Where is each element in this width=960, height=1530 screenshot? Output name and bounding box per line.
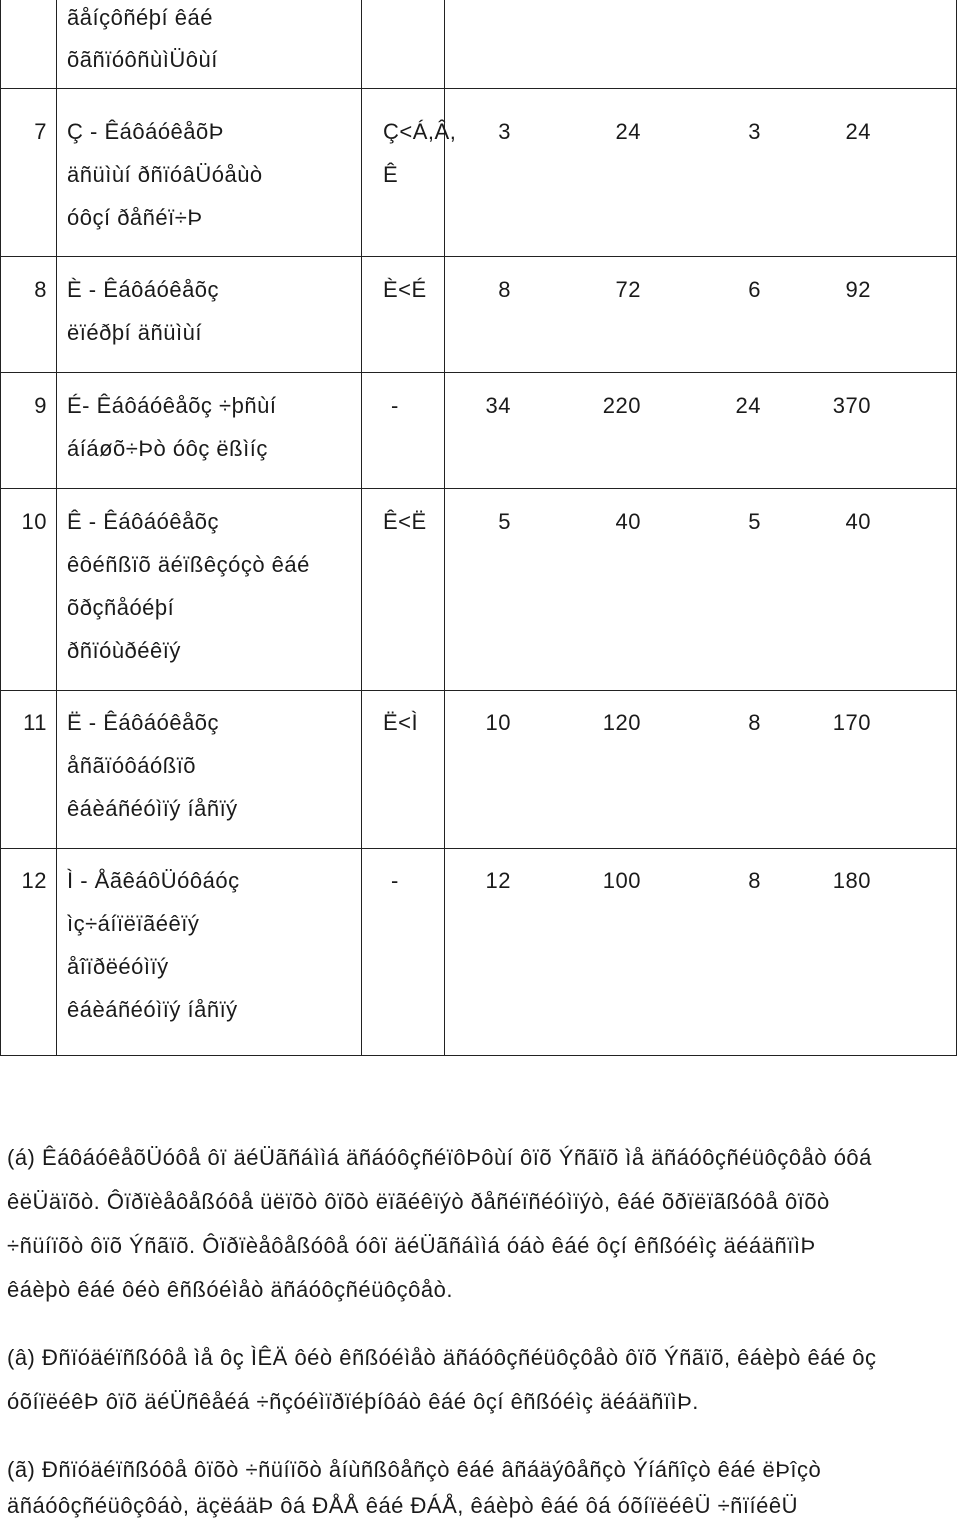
value-col2: 72 xyxy=(615,277,641,302)
row-number: 11 xyxy=(23,710,47,735)
value-col4: 40 xyxy=(845,509,871,534)
value-col3: 6 xyxy=(748,277,761,302)
paragraph-line xyxy=(7,1336,953,1380)
row-divider xyxy=(1,256,957,257)
activity-code: Ê<Ë xyxy=(383,509,427,534)
value-col3: 5 xyxy=(748,509,761,534)
activity-description-line: êáèáñéóìïý íåñïý xyxy=(67,796,238,821)
activity-description-line: õðçñåóéþí xyxy=(67,595,175,620)
activity-description-line: óôçí ðåñéï÷Þ xyxy=(67,205,203,230)
paragraph-text: Ðñïóäéïñßóôå ìå ôç ÌÊÄ ôéò êñßóéìåò äñáóôçñéüôçôåò ôïõ Ýñãïõ, êáèþò êáé ôç xyxy=(42,1345,877,1370)
value-col1: 10 xyxy=(485,710,511,735)
activity-description-line: êáèáñéóìïý íåñïý xyxy=(67,997,238,1022)
column-divider xyxy=(444,0,445,1056)
activity-description-line: Ç - ÊáôáóêåõÞ xyxy=(67,119,224,144)
value-col1: 34 xyxy=(485,393,511,418)
activity-description-line: äñüìùí ðñïóâÜóåùò xyxy=(67,162,263,187)
value-col3: 8 xyxy=(748,868,761,893)
column-divider xyxy=(56,0,57,1056)
activity-description-line: ðñïóùðéêïý xyxy=(67,638,181,663)
value-col2: 100 xyxy=(602,868,641,893)
value-col4: 92 xyxy=(845,277,871,302)
value-col2: 120 xyxy=(602,710,641,735)
paragraph-label: (â) xyxy=(7,1345,36,1370)
value-col3: 8 xyxy=(748,710,761,735)
activity-description-line: åñãïóôáóßïõ xyxy=(67,753,197,778)
value-col4: 370 xyxy=(832,393,871,418)
value-col3: 24 xyxy=(735,393,761,418)
continued-description-line: ãåíçôñéþí êáé xyxy=(67,5,213,30)
paragraph-line xyxy=(7,1136,953,1180)
paragraph-label: (ã) xyxy=(7,1457,36,1482)
activity-code: È<É xyxy=(383,277,427,302)
row-divider xyxy=(1,690,957,691)
value-col4: 180 xyxy=(832,868,871,893)
value-col2: 40 xyxy=(615,509,641,534)
activity-description-line: ìç÷áíïëïãéêïý xyxy=(67,911,200,936)
value-col4: 170 xyxy=(832,710,871,735)
activity-code: - xyxy=(391,868,399,893)
activity-description-line: åîïðëéóìïý xyxy=(67,954,169,979)
paragraph-text: ÊáôáóêåõÜóôå ôï äéÜãñáììá äñáóôçñéïôÞôùí ôïõ Ýñãïõ ìå äñáóôçñéüôçôåò óôá xyxy=(42,1145,872,1170)
activity-description-line: áíáøõ÷Þò óôç ëßìíç xyxy=(67,436,268,461)
row-number: 9 xyxy=(34,393,47,418)
row-number: 7 xyxy=(34,119,47,144)
paragraph-label: (á) xyxy=(7,1145,36,1170)
value-col2: 220 xyxy=(602,393,641,418)
value-col1: 8 xyxy=(498,277,511,302)
row-number: 12 xyxy=(21,868,47,893)
value-col2: 24 xyxy=(615,119,641,144)
row-divider xyxy=(1,488,957,489)
paragraph-text: Ðñïóäéïñßóôå ôïõò ÷ñüíïõò åíùñßôåñçò êáé âñáäýôåñçò Ýíáñîçò êáé ëÞîçò xyxy=(42,1457,822,1482)
paragraph-line: ÷ñüíïõò ôïõ Ýñãïõ. Ôïðïèåôåßóôå óôï äéÜãñáììá óáò êáé ôçí êñßóéìç äéáäñïìÞ xyxy=(7,1233,816,1258)
activity-description-line: É- Êáôáóêåõç ÷þñùí xyxy=(67,393,277,418)
row-number: 10 xyxy=(21,509,47,534)
activity-code: Ë<Ì xyxy=(383,710,419,735)
row-divider xyxy=(1,372,957,373)
value-col1: 3 xyxy=(498,119,511,144)
activity-code: Ç<Á,Â, xyxy=(383,119,457,144)
value-col1: 5 xyxy=(498,509,511,534)
activity-description-line: Ë - Êáôáóêåõç xyxy=(67,710,220,735)
paragraph-line: êëÜäïõò. Ôïðïèåôåßóôå üëïõò ôïõò ëïãéêïýò ðåñéïñéóìïýò, êáé õðïëïãßóôå ôïõò xyxy=(7,1189,830,1214)
column-divider xyxy=(361,0,362,1056)
activity-description-line: êôéñßïõ äéïßêçóçò êáé xyxy=(67,552,310,577)
paragraph-line: êáèþò êáé ôéò êñßóéìåò äñáóôçñéüôçôåò. xyxy=(7,1277,453,1302)
row-divider xyxy=(1,88,957,89)
paragraph-line: óõíïëéêÞ ôïõ äéÜñêåéá ÷ñçóéìïðïéþíôáò êáé ôçí êñßóéìç äéáäñïìÞ. xyxy=(7,1389,699,1414)
activity-description-line: È - Êáôáóêåõç xyxy=(67,277,220,302)
row-number: 8 xyxy=(34,277,47,302)
activity-code: Ê xyxy=(383,162,399,187)
value-col4: 24 xyxy=(845,119,871,144)
activity-code: - xyxy=(391,393,399,418)
value-col3: 3 xyxy=(748,119,761,144)
continued-description-line: õãñïóôñùìÜôùí xyxy=(67,47,218,72)
row-divider xyxy=(1,848,957,849)
activity-description-line: ëïéðþí äñüìùí xyxy=(67,320,202,345)
paragraph-line: äñáóôçñéüôçôáò, äçëáäÞ ôá ÐÅÅ êáé ÐÁÅ, êáèþò êáé ôá óõíïëéêÜ ÷ñïíéêÜ xyxy=(7,1493,798,1518)
activity-description-line: Ê - Êáôáóêåõç xyxy=(67,509,220,534)
value-col1: 12 xyxy=(485,868,511,893)
activity-description-line: Ì - ÅãêáôÜóôáóç xyxy=(67,868,240,893)
